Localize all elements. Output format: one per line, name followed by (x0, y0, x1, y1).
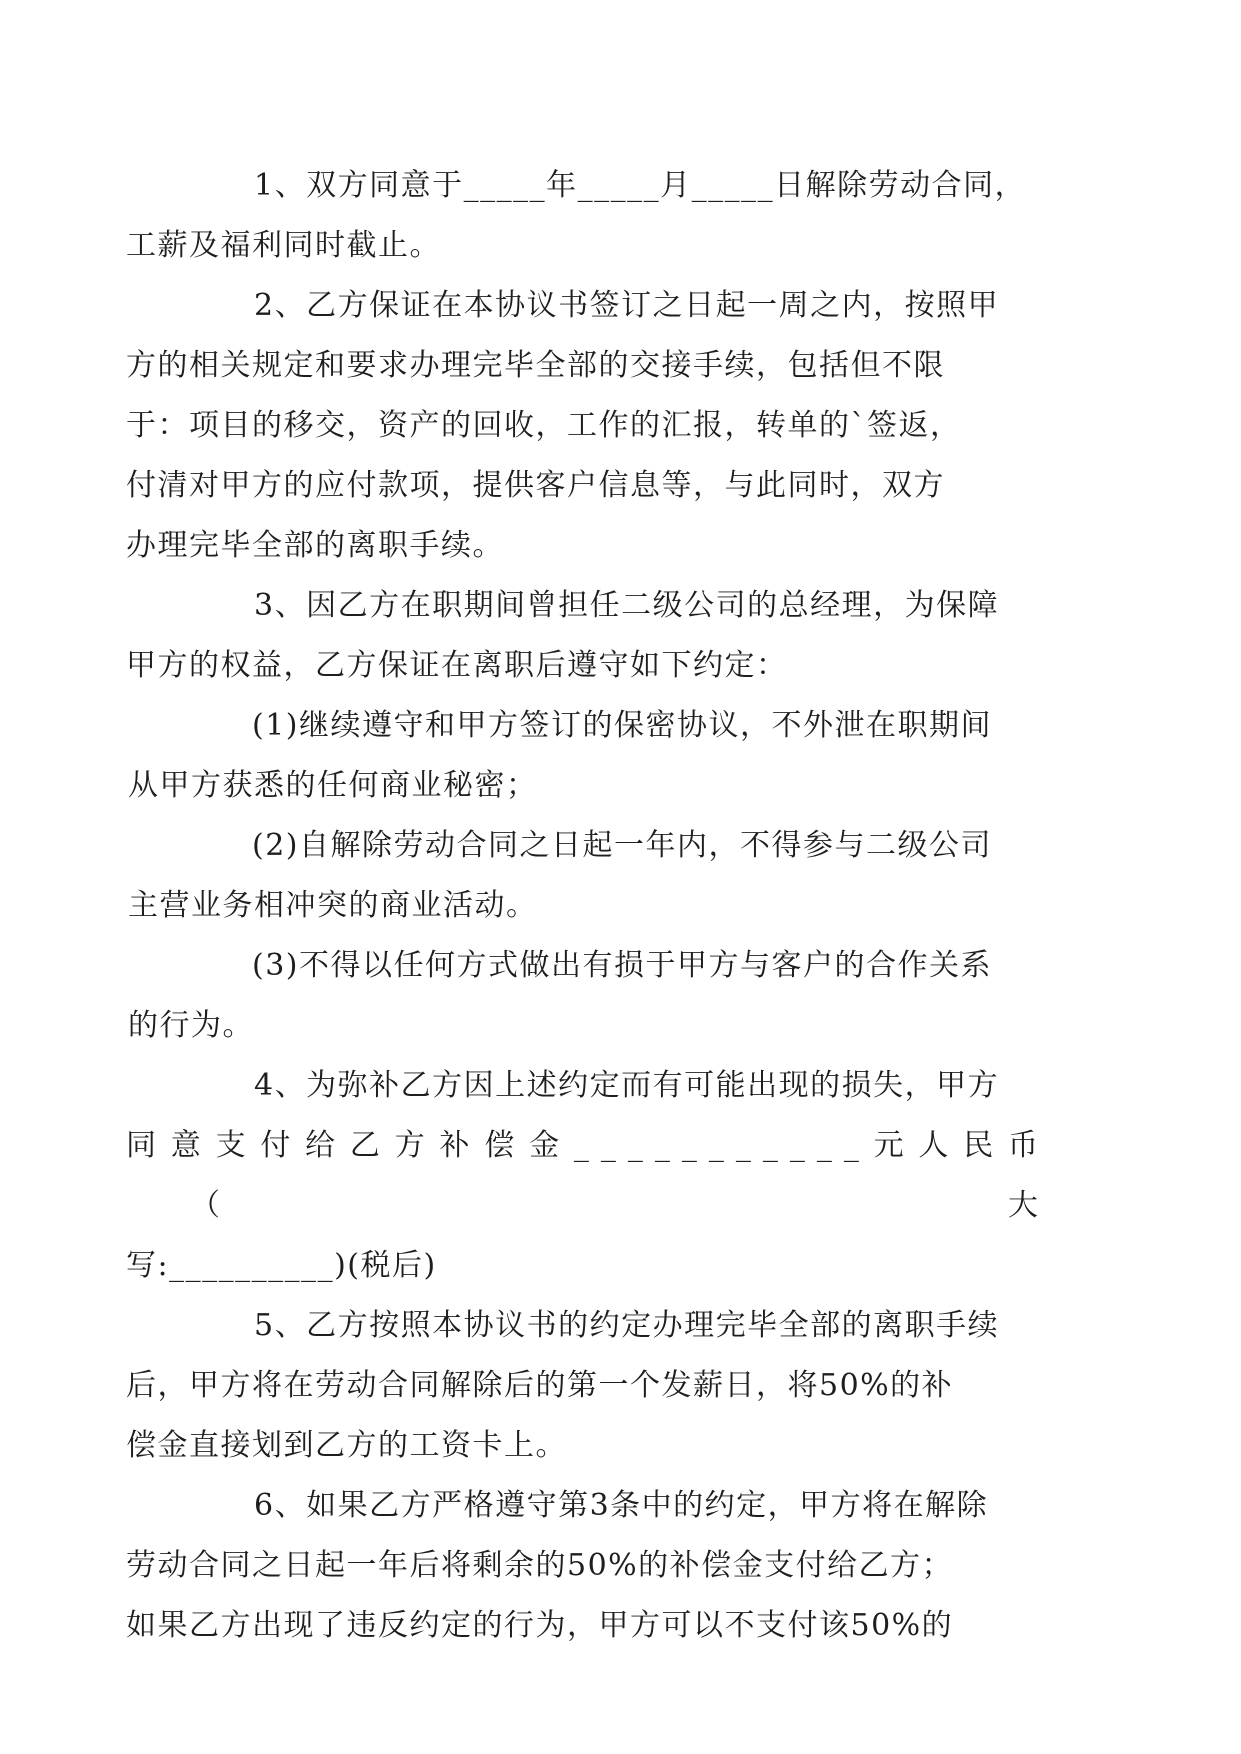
clause-6-line-3: 如果乙方出现了违反约定的行为，甲方可以不支付该50%的 (126, 1608, 954, 1643)
clause-3-line-1: 3、因乙方在职期间曾担任二级公司的总经理，为保障 (254, 588, 1000, 623)
clause-5 (126, 1296, 1050, 1476)
clause-2 (126, 276, 1050, 576)
clause-3-2-line-1: (2)自解除劳动合同之日起一年内，不得参与二级公司 (252, 828, 992, 863)
clause-1-line-2: 工薪及福利同时截止。 (126, 228, 441, 263)
clause-2-line-3: 于：项目的移交，资产的回收，工作的汇报，转单的`签返， (126, 408, 962, 443)
clause-4 (126, 1056, 1050, 1296)
clause-1 (126, 156, 1050, 276)
clause-2-line-5: 办理完毕全部的离职手续。 (126, 528, 504, 563)
clause-5-line-1: 5、乙方按照本协议书的约定办理完毕全部的离职手续 (254, 1308, 1000, 1343)
clause-3-2 (128, 816, 1050, 936)
clause-6-line-1: 6、如果乙方严格遵守第3条中的约定，甲方将在解除 (254, 1488, 989, 1523)
clause-2-line-2: 方的相关规定和要求办理完毕全部的交接手续，包括但不限 (126, 348, 945, 383)
clause-5-line-3: 偿金直接划到乙方的工资卡上。 (126, 1428, 567, 1463)
clause-6 (126, 1476, 1050, 1656)
clause-4-line-2: 同意支付给乙方补偿金___________元人民币（大 (126, 1128, 1050, 1223)
clause-3-3 (128, 936, 1050, 1056)
clause-4-line-3: 写:__________)(税后) (126, 1248, 437, 1283)
clause-5-line-2: 后，甲方将在劳动合同解除后的第一个发薪日，将50%的补 (126, 1368, 954, 1403)
clause-2-line-4: 付清对甲方的应付款项，提供客户信息等，与此同时，双方 (126, 468, 945, 503)
clause-3-1 (128, 696, 1050, 816)
clause-2-line-1: 2、乙方保证在本协议书签订之日起一周之内，按照甲 (254, 288, 1000, 323)
clause-4-line-1: 4、为弥补乙方因上述约定而有可能出现的损失，甲方 (254, 1068, 1000, 1103)
clause-3-line-2: 甲方的权益，乙方保证在离职后遵守如下约定： (126, 648, 788, 683)
clause-3-1-line-1: (1)继续遵守和甲方签订的保密协议，不外泄在职期间 (252, 708, 992, 743)
clause-3-2-line-2: 主营业务相冲突的商业活动。 (128, 888, 538, 923)
clause-1-line-1: 1、双方同意于_____年_____月_____日解除劳动合同， (254, 168, 1027, 203)
clause-6-line-2: 劳动合同之日起一年后将剩余的50%的补偿金支付给乙方； (126, 1548, 954, 1583)
clause-3 (126, 576, 1050, 696)
clause-3-1-line-2: 从甲方获悉的任何商业秘密； (128, 768, 538, 803)
document-body (126, 156, 1050, 1656)
clause-3-3-line-2: 的行为。 (128, 1008, 254, 1043)
clause-3-3-line-1: (3)不得以任何方式做出有损于甲方与客户的合作关系 (252, 948, 992, 983)
